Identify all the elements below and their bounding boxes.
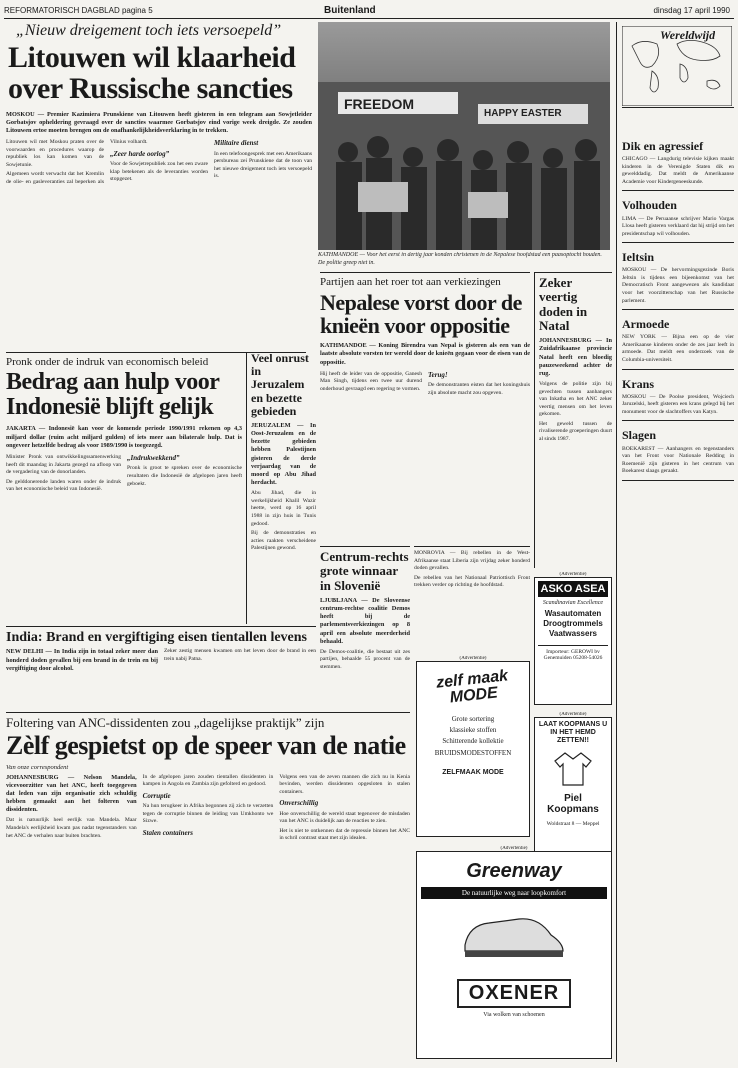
section-title: Buitenland — [324, 5, 376, 16]
ad-brand: OXENER — [457, 979, 571, 1008]
article-paragraph: Bij de demonstraties en acties raakten verscheidene Palestijnen gewond. — [251, 530, 316, 552]
newspaper-page-label: REFORMATORISCH DAGBLAD pagina 5 — [4, 6, 153, 15]
ad-footer: Woldstraat 8 — Meppel — [546, 821, 600, 828]
sidebar-item-title: Slagen — [622, 428, 657, 443]
article-kicker: Pronk onder de indruk van economisch beleid — [6, 356, 209, 368]
article-lead: KATHMANDOE — Koning Birendra van Nepal is gisteren als een van de laatste absolute vorsten ter wereld door de knieën gegaan voor de eisen van de oppositie. — [320, 342, 530, 366]
sidebar-header — [622, 22, 734, 108]
sidebar-item-title: Dik en agressief — [622, 139, 704, 153]
article-litouwen — [6, 22, 312, 352]
sidebar-item — [622, 140, 734, 191]
article-paragraph: Pronk is groot te spreken over de economische resultaten die Indonesië de afgelopen jaren heeft geboekt. — [127, 465, 242, 487]
article-foltering — [6, 712, 410, 1064]
sidebar-item-title: Ieltsin — [622, 250, 655, 265]
article-paragraph: Hij heeft de leider van de oppositie, Ganesh Man Singh, tijdens een twee uur durend onderhoud gevraagd een regering te vormen. — [320, 370, 422, 392]
ad-line: BRUIDSMODESTOFFEN — [434, 748, 512, 757]
sidebar-item-title: Volhouden — [622, 198, 677, 213]
sidebar-items — [622, 140, 734, 481]
article-lead: JOHANNESBURG — In Zuidafrikaanse provincie Natal heeft een bloedig pauzeweekend achter de rug. — [539, 337, 612, 377]
sidebar-item — [622, 318, 734, 369]
article-paragraph: De Demos-coalitie, die bestaat uit zes partijen, behaalde 55 procent van de stemmen. — [320, 648, 410, 671]
article-kicker: Foltering van ANC-dissidenten zou „dagelijkse praktijk” zijn — [6, 715, 325, 730]
sidebar-item-text: CHICAGO — Langdurig televisie kijken maakt kinderen in de Verenigde Staten dik en gewelddadig. Dat meldt de Amerikaanse Academie voor Kindergeneeskunde. — [622, 156, 734, 185]
article-headline: Nepalese vorst door de knieën voor oppositie — [320, 290, 522, 339]
photo-caption: KATHMANDOE — Voor het eerst in dertig jaar konden christenen in de Nepalese hoofdstad een paasoptocht houden. De politie greep niet in. — [318, 252, 602, 266]
ad-line: Schitterende kollektie — [442, 737, 504, 746]
ad-label: (Advertentie) — [559, 572, 587, 577]
sidebar-item — [622, 429, 734, 480]
article-kicker: Partijen aan het roer tot aan verkiezingen — [320, 276, 501, 288]
ad-line: Vaatwassers — [548, 629, 598, 638]
article-indonesie — [6, 356, 242, 620]
article-subheading: Stalen containers — [142, 828, 194, 837]
article-paragraph: MONROVIA — Bij rebellen in de West-Afrikaanse staat Liberia zijn vrijdag zeker honderd doden gevallen. — [414, 550, 530, 572]
sidebar-item-text: NEW YORK — Bijna een op de vier Amerikaanse kinderen onder de zes jaar leeft in armoede. Dat meldt een onderzoek van de Columbia-universiteit. — [622, 334, 734, 363]
article-paragraph: Abu Jihad, die in werkelijkheid Khalil Wazir heette, werd op 16 april 1988 in zijn huis in Tunis gedood. — [251, 490, 316, 527]
ad-lines — [538, 609, 608, 639]
article-paragraph: Algemeen wordt verwacht dat het Kremlin de olie- en gasleveranties zal beperken als Vilnius volhardt. — [6, 139, 148, 185]
article-monrovia — [414, 546, 530, 652]
sidebar-item-text: LIMA — De Peruaanse schrijver Mario Vargas Llosa heeft gisteren verklaard dat hij strijd om het presidentschap wil volhouden. — [622, 215, 734, 237]
article-paragraph: Het is niet te ontkennen dat de repressie binnen het ANC in schril contrast staat met zijn idealen. — [279, 827, 410, 842]
ad-label: (Advertentie) — [559, 712, 587, 717]
sidebar-title: Wereldwijd — [660, 28, 716, 42]
article-paragraph: Minister Pronk van ontwikkelingssamenwerking heeft dit maandag in Jakarta gezegd na afloop van de vergadering van de donorlanden. — [6, 453, 121, 476]
news-photo-easter-procession — [318, 22, 610, 250]
ad-subtitle: Scandinavian Excellence — [542, 600, 604, 606]
ad-zelfmaak-mode[interactable] — [416, 656, 530, 842]
article-paragraph: De demonstranten eisten dat het koningshuis zijn absolute macht zou opgeven. — [428, 382, 530, 396]
article-lead: MOSKOU — Premier Kazimiera Prunskiene van Litouwen heeft gisteren in een telegram aan Sowjetleider Gorbatsjov opheldering gevraagd over de sancties waarmee Gorbatsjov eind vorige week dreigde. Ze zouden Litouwen ertoe moeten brengen om de onafhankelijkheidsverklaring in te trekken. — [6, 110, 312, 134]
article-paragraph: In een telefoongesprek met een Amerikaans persbureau zei Prunskiene dat de toon van het nieuwe dreigement toch iets versoepeld is. — [214, 150, 312, 180]
article-paragraph: Volgens de politie zijn bij gevechten tussen aanhangers van Inkatha en het ANC zeker veertig mensen om het leven gekomen. — [539, 381, 612, 418]
ad-footer: Via wolken van schoenen — [483, 1012, 545, 1018]
article-headline: Zèlf gespietst op de speer van de natie — [6, 731, 406, 761]
article-paragraph: Hoe onverschillig de wereld staat tegenover de misdaden van het ANC is duidelijk aan de reacties te zien. — [279, 810, 410, 825]
ad-greenway-oxener[interactable] — [416, 846, 612, 1062]
article-lead: JOHANNESBURG — Nelson Mandela, vicevoorzitter van het ANC, heeft toegegeven dat leden van zijn organisatie zich schuldig hebben gemaakt aan het folteren van dissidenten. — [6, 773, 137, 814]
article-headline: Litouwen wil klaarheid over Russische sancties — [8, 40, 296, 106]
article-paragraph: In de afgelopen jaren zouden tientallen dissidenten in kampen in Angola en Zambia zijn gefolterd en gedood. — [142, 773, 274, 788]
article-kicker: „Nieuw dreigement toch iets versoepeld” — [16, 22, 282, 39]
banner-text-right: HAPPY EASTER — [484, 108, 562, 119]
banner-text: FREEDOM — [344, 96, 414, 112]
ad-koopmans[interactable] — [534, 712, 612, 862]
article-jeruzalem — [246, 352, 316, 624]
issue-date: dinsdag 17 april 1990 — [653, 6, 730, 15]
sidebar-item-text: BOEKAREST — Aanhangers en tegenstanders van het Front voor Nationale Redding in Roemenië zijn gisteren in het centrum van Boekarest slaags geraakt. — [622, 445, 734, 475]
sidebar-item-text: MOSKOU — De Poolse president, Wojciech Jaruzelski, heeft gisteren een krans gelegd bij het monument voor de slachtoffers van Katyn. — [622, 393, 734, 415]
article-headline: Zeker veertig doden in Natal — [539, 275, 588, 333]
article-lead: NEW DELHI — In India zijn in totaal zeker meer dan honderd doden gevallen bij een brand in de trein en bij vergiftiging door alcohol. — [6, 648, 158, 672]
ad-subtitle: De natuurlijke weg naar loopkomfort — [421, 887, 607, 899]
ad-title: zelf maak MODE — [435, 667, 509, 707]
article-subheading: „Indrukwekkend” — [127, 453, 180, 462]
ad-footer: Importeur: GEROWI bv Genemuiden 05208-54026 — [538, 645, 608, 661]
article-paragraph: De rebellen van het Nationaal Patriottisch Front trekken verder op richting de hoofdstad. — [414, 574, 530, 589]
ad-line: Droogtrommels — [543, 619, 603, 628]
article-headline: Centrum-rechts grote winnaar in Slovenië — [320, 549, 409, 593]
article-paragraph: Volgens een van de zeven mannen die zich nu in Kenia bevinden, werden dissidenten opgesloten in stalen containers. — [279, 773, 410, 795]
sidebar-item — [622, 199, 734, 243]
article-nepal — [320, 272, 530, 540]
ad-brand: Piel Koopmans — [547, 793, 599, 816]
article-byline: Van onze correspondent — [6, 763, 69, 771]
article-subheading: Corruptie — [142, 791, 171, 800]
ad-line: klassieke stoffen — [449, 726, 497, 735]
article-paragraph: Na hun terugkeer in Afrika begonnen zij zich te verzetten tegen de corruptie binnen de leiding van Umkhonto we Sizwe. — [142, 803, 274, 825]
ad-line: Wasautomaten — [544, 609, 602, 618]
ad-title: LAAT KOOPMANS U IN HET HEMD ZETTEN!! — [538, 721, 608, 745]
article-lead: JAKARTA — Indonesië kan voor de komende periode 1990/1991 rekenen op 4,3 miljard dollar (ruim acht miljard gulden) of iets meer aan bilaterale hulp. Dat is ongeveer hetzelfde bedrag als voor 1989/1990 is toegezegd. — [6, 425, 242, 449]
ad-title: Greenway — [466, 860, 562, 882]
sidebar-item-text: MOSKOU — De hervormingsgezinde Boris Jeltsin is tijdens een bijeenkomst van het Democratisch Front aangewezen als kandidaat voor het voorzitterschap van het Russische parlement. — [622, 267, 734, 304]
article-subheading: Onverschillig — [279, 799, 319, 808]
sidebar-item — [622, 378, 734, 422]
article-headline: Veel onrust in Jeruzalem en bezette gebieden — [251, 352, 309, 418]
masthead — [4, 4, 734, 18]
ad-title: ASKO ASEA — [538, 581, 608, 597]
sidebar-item-title: Krans — [622, 376, 655, 391]
article-paragraph: Zeker zestig mensen kwamen om het leven door de brand in een trein nabij Patna. — [164, 648, 316, 662]
article-headline: India: Brand en vergiftiging eisen tientallen levens — [6, 630, 307, 645]
article-lead: JERUZALEM — In Oost-Jeruzalem en de bezette gebieden hebben Palestijnen gisteren de derde verjaardag van de moord op Abu Jihad herdacht. — [251, 421, 316, 487]
article-subheading: Terug! — [428, 370, 448, 379]
shoe-icon — [459, 905, 569, 965]
crowd-illustration — [318, 22, 610, 250]
article-headline: Bedrag aan hulp voor Indonesië blijft gelijk — [6, 369, 219, 421]
ad-lines — [421, 714, 525, 759]
article-lead: LJUBLJANA — De Sloveense centrum-rechtse coalitie Demos heeft bij de parlementsverkiezingen op 8 april een absolute meerderheid behaald. — [320, 596, 410, 645]
ad-asko-asea[interactable] — [534, 572, 612, 708]
ad-label: (Advertentie) — [459, 656, 487, 661]
sidebar-item — [622, 251, 734, 310]
article-subheading: „Zeer harde oorlog” — [110, 149, 170, 158]
article-paragraph: Voor de Sowjetrepubliek zou het een zware klap betekenen als de leveranties worden stopgezet. — [110, 161, 208, 183]
article-paragraph: Het geweld tussen de rivaliserende groeperingen duurt al sinds 1987. — [539, 420, 612, 442]
article-paragraph: De gelddonerende landen waren onder de indruk van het economische beleid van Indonesië. — [6, 478, 121, 493]
article-paragraph: Dat is natuurlijk heel eerlijk van Mandela. Maar Mandela's eerlijkheid kwam pas nadat tegenstanders van het ANC de verhalen naar buiten brachten. — [6, 817, 137, 839]
sidebar-wereldwijd — [616, 22, 734, 1062]
ad-footer: ZELFMAAK MODE — [442, 768, 504, 776]
article-paragraph: Litouwen wil met Moskou praten over de voorwaarden en procedures waarop de republiek los kan komen van de Sowjetunie. — [6, 139, 104, 168]
sidebar-item-title: Armoede — [622, 317, 670, 332]
article-subheading: Militaire dienst — [214, 139, 259, 148]
ad-line: Grote sortering — [451, 715, 495, 723]
article-natal — [534, 272, 612, 568]
article-india — [6, 626, 316, 708]
ad-label: (Advertentie) — [500, 846, 528, 851]
shirt-icon — [553, 751, 593, 787]
